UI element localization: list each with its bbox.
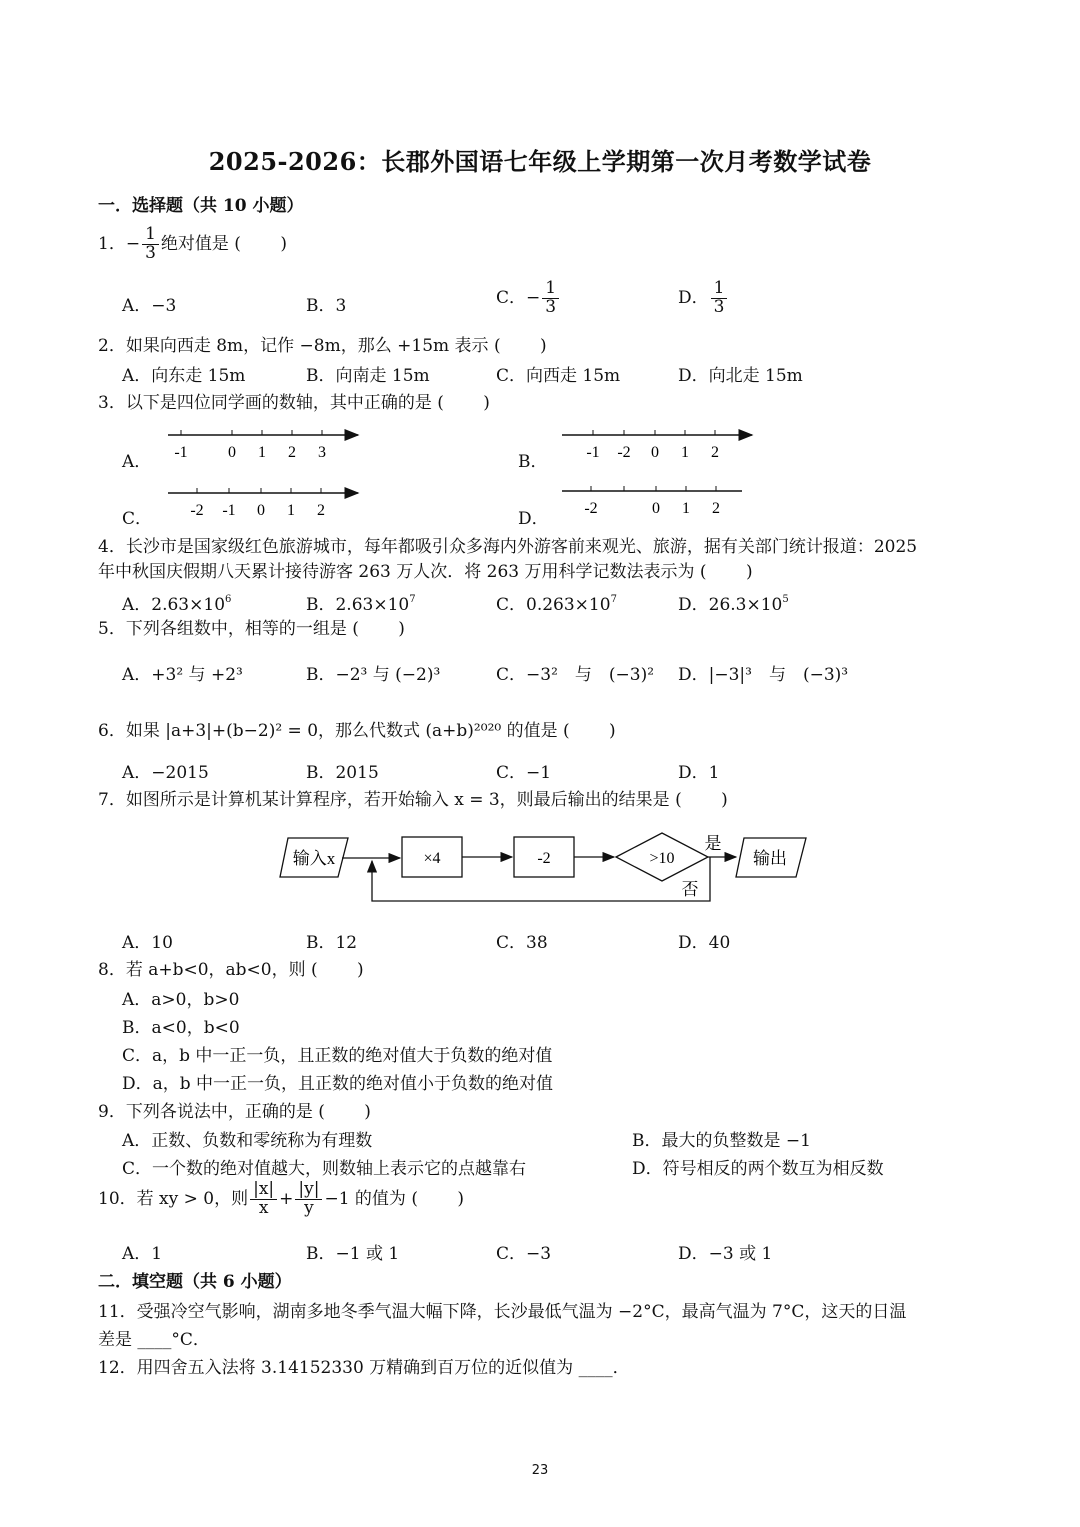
numerator: 1 bbox=[542, 280, 559, 299]
condition-label: >10 bbox=[649, 850, 675, 867]
question-10-prefix: 10．若 xy > 0，则 bbox=[98, 1188, 249, 1209]
option-text: C．0.263×10 bbox=[496, 595, 611, 615]
q4-option-d bbox=[678, 590, 789, 615]
tick-label: 0 bbox=[257, 502, 265, 519]
page-title: 2025-2026：长郡外国语七年级上学期第一次月考数学试卷 bbox=[208, 147, 872, 176]
q9-option-b: B．最大的负整数是 −1 bbox=[632, 1131, 811, 1151]
q5-option-b: B．−2³ 与 (−2)³ bbox=[306, 665, 441, 685]
q9-option-a: A．正数、负数和零统称为有理数 bbox=[122, 1131, 373, 1151]
q7-option-c: C．38 bbox=[496, 933, 548, 953]
question-11-line-2: 差是 ____°C． bbox=[98, 1330, 210, 1350]
q2-option-b: B．向南走 15m bbox=[306, 366, 430, 386]
input-label: 输入x bbox=[292, 849, 336, 868]
tick-label: -1 bbox=[586, 444, 600, 461]
number-line-d bbox=[562, 486, 742, 517]
tick-label: -2 bbox=[584, 500, 598, 517]
page-number: 23 bbox=[531, 1463, 549, 1478]
number-line-b bbox=[562, 430, 752, 461]
tick-label: 1 bbox=[681, 444, 689, 461]
fraction bbox=[142, 226, 159, 263]
q8-option-d: D．a，b 中一正一负，且正数的绝对值小于负数的绝对值 bbox=[122, 1074, 554, 1094]
q2-option-c: C．向西走 15m bbox=[496, 366, 621, 386]
q9-option-c: C．一个数的绝对值越大，则数轴上表示它的点越靠右 bbox=[122, 1159, 527, 1179]
q5-option-d: D．|−3|³ 与 (−3)³ bbox=[678, 665, 849, 685]
question-11-line-1: 11．受强冷空气影响，湖南多地冬季气温大幅下降，长沙最低气温为 −2°C，最高气温为 7°C，这天的日温 bbox=[98, 1302, 907, 1322]
q4-option-b bbox=[306, 590, 416, 615]
q2-option-a: A．向东走 15m bbox=[122, 366, 246, 386]
denominator: 3 bbox=[545, 296, 557, 317]
question-4-line-1: 4．长沙市是国家级红色旅游城市，每年都吸引众多海内外游客前来观光、旅游，据有关部门统计报道：2025 bbox=[98, 537, 918, 557]
q7-option-b: B．12 bbox=[306, 933, 358, 953]
q4-option-a bbox=[122, 590, 231, 615]
tick-label: 1 bbox=[258, 444, 266, 461]
tick-label: -2 bbox=[617, 444, 631, 461]
denominator: 3 bbox=[145, 242, 156, 263]
q1-option-b: B．3 bbox=[306, 296, 347, 316]
option-label: D． bbox=[678, 287, 709, 308]
section-heading-choice: 一．选择题（共 10 小题） bbox=[98, 196, 304, 216]
q8-option-a: A．a>0，b>0 bbox=[122, 990, 240, 1010]
tick-label: 2 bbox=[317, 502, 325, 519]
denominator: x bbox=[258, 1197, 269, 1218]
tick-label: 3 bbox=[318, 444, 326, 461]
numerator: 1 bbox=[142, 226, 159, 245]
option-text: B．2.63×10 bbox=[306, 595, 410, 615]
question-10-suffix: −1 的值为 ( ) bbox=[324, 1188, 465, 1209]
numerator: |x| bbox=[250, 1181, 277, 1200]
section-heading-fill: 二．填空题（共 6 小题） bbox=[98, 1272, 292, 1292]
q10-option-b: B．−1 或 1 bbox=[306, 1244, 400, 1264]
number-lines-figure bbox=[0, 420, 1080, 530]
question-5: 5．下列各组数中，相等的一组是 ( ) bbox=[98, 619, 405, 639]
q3-option-b: B． bbox=[518, 452, 548, 472]
question-1 bbox=[98, 226, 287, 263]
q7-option-d: D．40 bbox=[678, 933, 731, 953]
numerator: |y| bbox=[295, 1181, 322, 1200]
question-1-number: 1． bbox=[98, 233, 126, 254]
q6-option-b: B．2015 bbox=[306, 763, 379, 783]
q6-option-d: D．1 bbox=[678, 763, 720, 783]
tick-label: -2 bbox=[190, 502, 204, 519]
tick-label: 2 bbox=[288, 444, 296, 461]
tick-label: 1 bbox=[287, 502, 295, 519]
numerator: 1 bbox=[711, 280, 728, 299]
tick-label: 2 bbox=[711, 444, 719, 461]
plus-sign: + bbox=[279, 1188, 294, 1209]
fraction bbox=[295, 1181, 322, 1218]
multiply-label: ×4 bbox=[423, 850, 441, 867]
q2-option-d: D．向北走 15m bbox=[678, 366, 803, 386]
minus-sign: − bbox=[125, 233, 141, 254]
exponent: 7 bbox=[409, 594, 416, 605]
q5-option-c: C．−3² 与 (−3)² bbox=[496, 665, 655, 685]
q10-option-d: D．−3 或 1 bbox=[678, 1244, 773, 1264]
q5-option-a: A．+3² 与 +2³ bbox=[122, 665, 243, 685]
q7-option-a: A．10 bbox=[122, 933, 173, 953]
question-9: 9．下列各说法中，正确的是 ( ) bbox=[98, 1102, 371, 1122]
tick-label: 0 bbox=[652, 500, 660, 517]
q3-option-c: C． bbox=[122, 509, 153, 529]
q3-option-d: D． bbox=[518, 509, 549, 529]
fraction bbox=[250, 1181, 277, 1218]
q8-option-c: C．a，b 中一正一负，且正数的绝对值大于负数的绝对值 bbox=[122, 1046, 553, 1066]
tick-label: 0 bbox=[651, 444, 659, 461]
question-3: 3．以下是四位同学画的数轴，其中正确的是 ( ) bbox=[98, 393, 490, 413]
option-text: A．2.63×10 bbox=[122, 595, 226, 615]
fraction bbox=[711, 280, 728, 317]
q4-option-c bbox=[496, 590, 617, 615]
question-12: 12．用四舍五入法将 3.14152330 万精确到百万位的近似值为 ____． bbox=[98, 1358, 630, 1378]
no-label: 否 bbox=[681, 880, 699, 899]
subtract-label: -2 bbox=[537, 850, 551, 867]
question-10 bbox=[98, 1181, 464, 1218]
q1-option-d bbox=[678, 280, 729, 317]
question-4-line-2: 年中秋国庆假期八天累计接待游客 263 万人次．将 263 万用科学记数法表示为 ( ) bbox=[98, 562, 753, 582]
q1-option-a: A．−3 bbox=[122, 296, 177, 316]
q6-option-c: C．−1 bbox=[496, 763, 552, 783]
q8-option-b: B．a<0，b<0 bbox=[122, 1018, 240, 1038]
tick-label: -1 bbox=[222, 502, 236, 519]
denominator: 3 bbox=[713, 296, 725, 317]
option-label: C．− bbox=[496, 287, 541, 308]
yes-label: 是 bbox=[704, 834, 722, 853]
number-line-c bbox=[168, 488, 358, 519]
question-2: 2．如果向西走 8m，记作 −8m，那么 +15m 表示 ( ) bbox=[98, 336, 547, 356]
exponent: 6 bbox=[225, 594, 232, 605]
q10-option-a: A．1 bbox=[122, 1244, 163, 1264]
q10-option-c: C．−3 bbox=[496, 1244, 552, 1264]
exponent: 5 bbox=[782, 594, 789, 605]
denominator: y bbox=[304, 1197, 314, 1218]
tick-label: 0 bbox=[228, 444, 236, 461]
q1-option-c bbox=[496, 280, 561, 317]
exponent: 7 bbox=[610, 594, 617, 605]
q6-option-a: A．−2015 bbox=[122, 763, 209, 783]
tick-label: 1 bbox=[682, 500, 690, 517]
number-line-a bbox=[168, 430, 358, 461]
fraction bbox=[542, 280, 559, 317]
q3-option-a: A． bbox=[122, 452, 152, 472]
question-7: 7．如图所示是计算机某计算程序，若开始输入 x = 3，则最后输出的结果是 ( ) bbox=[98, 790, 728, 810]
flowchart bbox=[270, 825, 810, 910]
output-label: 输出 bbox=[753, 849, 787, 868]
q9-option-d: D．符号相反的两个数互为相反数 bbox=[632, 1159, 884, 1179]
tick-label: 2 bbox=[712, 500, 720, 517]
option-text: D．26.3×10 bbox=[678, 595, 783, 615]
question-1-stem: 绝对值是 ( ) bbox=[160, 233, 287, 254]
tick-label: -1 bbox=[174, 444, 188, 461]
question-8: 8．若 a+b<0，ab<0，则 ( ) bbox=[98, 960, 364, 980]
question-6: 6．如果 |a+3|+(b−2)² = 0，那么代数式 (a+b)²⁰²⁰ 的值是 ( ) bbox=[98, 721, 616, 741]
